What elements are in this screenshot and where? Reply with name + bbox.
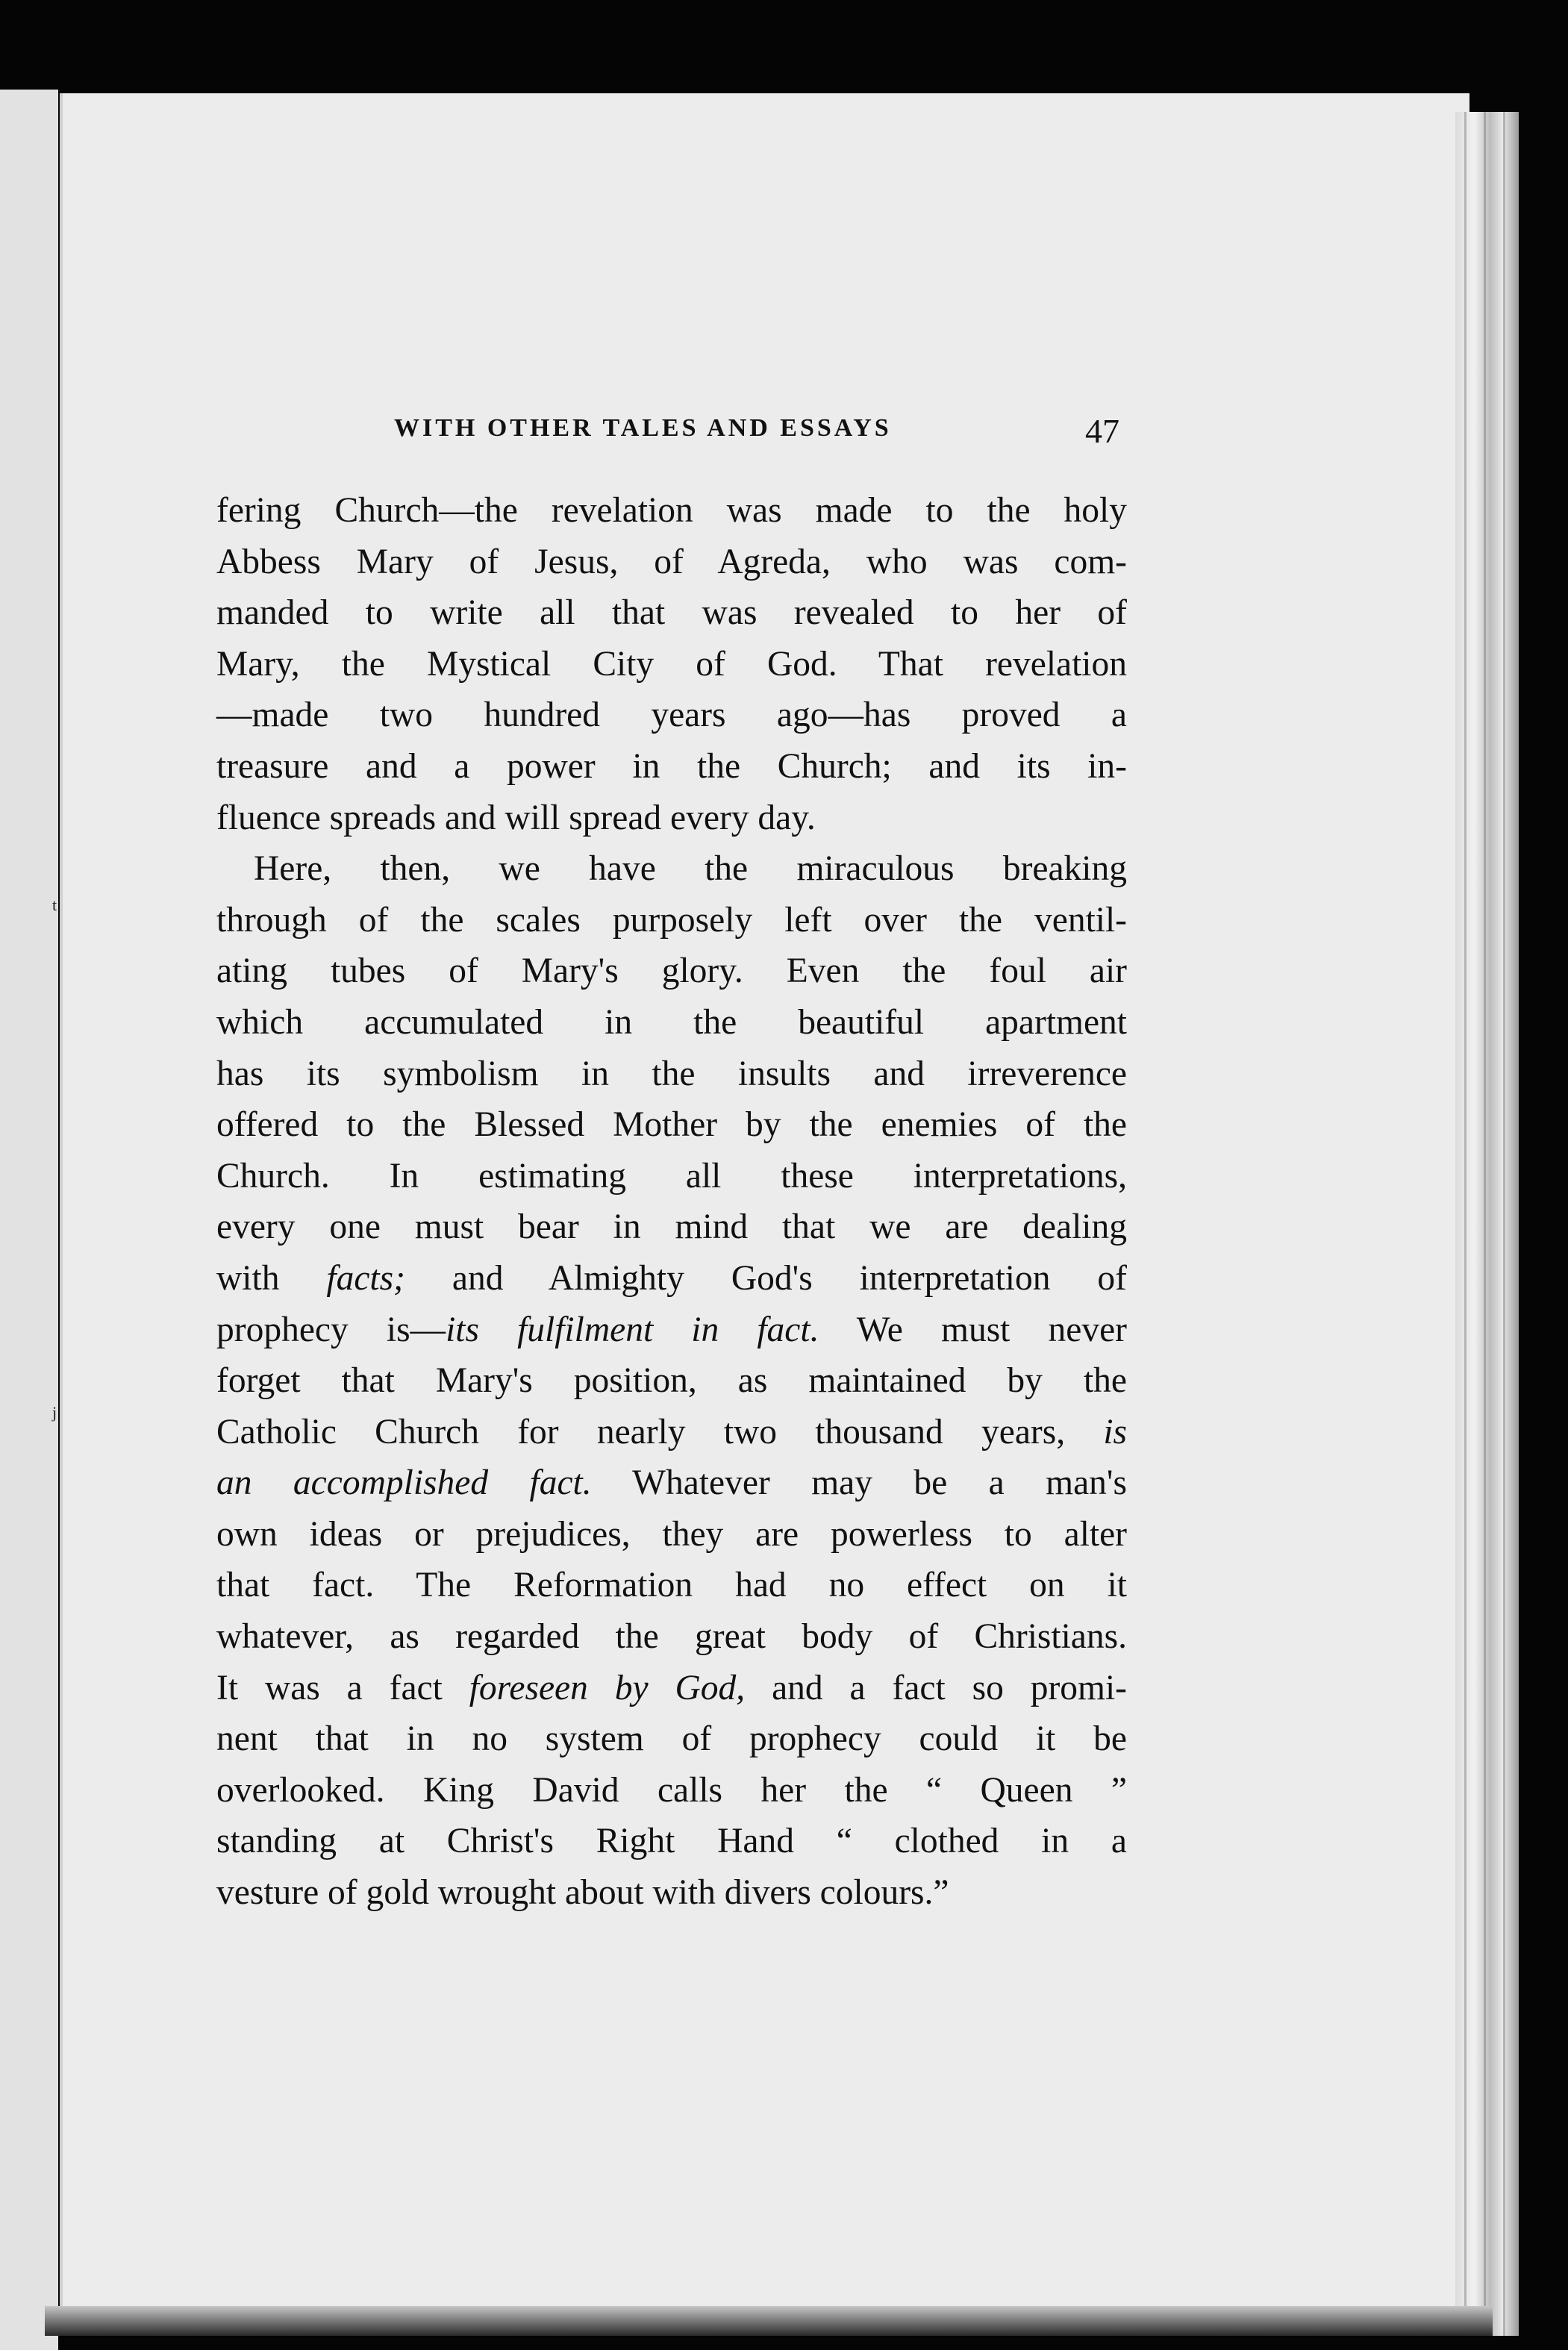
text-line-18: [216, 1355, 1127, 1407]
text-fragment: fluence spreads and will spread every day.: [216, 798, 816, 837]
text-line-13: [216, 1099, 1127, 1151]
text-line-24: [216, 1663, 1127, 1714]
text-line-01: [216, 485, 1127, 537]
text-fragment: Abbess Mary of Jesus, of Agreda, who was com-: [216, 542, 1127, 581]
text-fragment: whatever, as regarded the great body of Christians.: [216, 1617, 1127, 1657]
text-line-21: [216, 1509, 1127, 1560]
text-fragment: manded to write all that was revealed to her of: [216, 593, 1127, 633]
text-line-04: [216, 639, 1127, 690]
margin-mark: j: [52, 1403, 57, 1422]
text-fragment: prophecy is—: [216, 1310, 446, 1349]
margin-mark: t: [52, 896, 57, 914]
running-title: WITH OTHER TALES AND ESSAYS: [394, 414, 892, 442]
running-header: [394, 414, 1127, 451]
body-text: [216, 485, 1127, 1919]
text-fragment: own ideas or prejudices, they are powerless to alter: [216, 1514, 1127, 1554]
text-line-20: [216, 1457, 1127, 1509]
text-fragment: every one must bear in mind that we are dealing: [216, 1207, 1127, 1247]
text-line-19: [216, 1407, 1127, 1458]
text-fragment: Catholic Church for nearly two thousand years,: [216, 1412, 1104, 1451]
text-fragment: forget that Mary's position, as maintained by the: [216, 1361, 1127, 1401]
text-line-16: [216, 1253, 1127, 1304]
text-line-14: [216, 1151, 1127, 1202]
text-line-17: [216, 1304, 1127, 1356]
text-line-23: [216, 1611, 1127, 1663]
bottom-scan-shadow: [45, 2306, 1493, 2336]
text-fragment: vesture of gold wrought about with divers colours.”: [216, 1873, 949, 1913]
text-fragment: Whatever may be a man's: [591, 1463, 1127, 1503]
facing-page-edge: [0, 90, 58, 2350]
text-fragment: which accumulated in the beautiful apartment: [216, 1002, 1127, 1042]
page-stack-edge: [1455, 112, 1519, 2336]
text-line-05: [216, 690, 1127, 741]
text-fragment: offered to the Blessed Mother by the enemies of the: [216, 1105, 1127, 1145]
text-line-08: [216, 843, 1127, 895]
text-fragment: Mary, the Mystical City of God. That revelation: [216, 644, 1127, 684]
text-line-26: [216, 1765, 1127, 1816]
text-line-22: [216, 1560, 1127, 1611]
text-fragment: has its symbolism in the insults and irreverence: [216, 1054, 1127, 1093]
italic-text: its fulfilment in fact.: [446, 1310, 819, 1349]
text-line-09: [216, 895, 1127, 946]
text-line-10: [216, 946, 1127, 997]
italic-text: an accomplished fact.: [216, 1463, 592, 1503]
text-line-02: [216, 537, 1127, 588]
text-fragment: and a fact so promi-: [745, 1668, 1127, 1707]
text-line-15: [216, 1201, 1127, 1253]
text-fragment: with: [216, 1258, 327, 1298]
page-number: 47: [1085, 412, 1119, 450]
text-fragment: overlooked. King David calls her the “ Queen ”: [216, 1770, 1127, 1810]
text-line-06: [216, 741, 1127, 793]
text-line-03: [216, 587, 1127, 639]
text-fragment: ating tubes of Mary's glory. Even the foul air: [216, 951, 1127, 991]
italic-text: foreseen by God,: [469, 1668, 746, 1707]
text-fragment: and Almighty God's interpretation of: [405, 1258, 1128, 1298]
text-fragment: Here, then, we have the miraculous breaking: [254, 849, 1127, 889]
text-line-12: [216, 1049, 1127, 1100]
text-fragment: treasure and a power in the Church; and its in-: [216, 746, 1127, 786]
text-line-25: [216, 1713, 1127, 1765]
text-fragment: Church. In estimating all these interpretations,: [216, 1156, 1127, 1196]
text-line-11: [216, 997, 1127, 1049]
text-fragment: fering Church—the revelation was made to the holy: [216, 491, 1127, 530]
text-fragment: —made two hundred years ago—has proved a: [216, 696, 1127, 735]
italic-text: facts;: [326, 1258, 405, 1298]
text-line-07: [216, 793, 1127, 844]
text-fragment: that fact. The Reformation had no effect on it: [216, 1566, 1127, 1605]
text-line-28: [216, 1867, 1127, 1919]
text-fragment: It was a fact: [216, 1668, 469, 1707]
text-fragment: We must never: [819, 1310, 1127, 1349]
text-fragment: nent that in no system of prophecy could it be: [216, 1719, 1127, 1759]
italic-text: is: [1103, 1412, 1127, 1451]
text-fragment: through of the scales purposely left over the ventil-: [216, 900, 1127, 940]
text-line-27: [216, 1816, 1127, 1867]
text-fragment: standing at Christ's Right Hand “ clothed in a: [216, 1822, 1127, 1861]
